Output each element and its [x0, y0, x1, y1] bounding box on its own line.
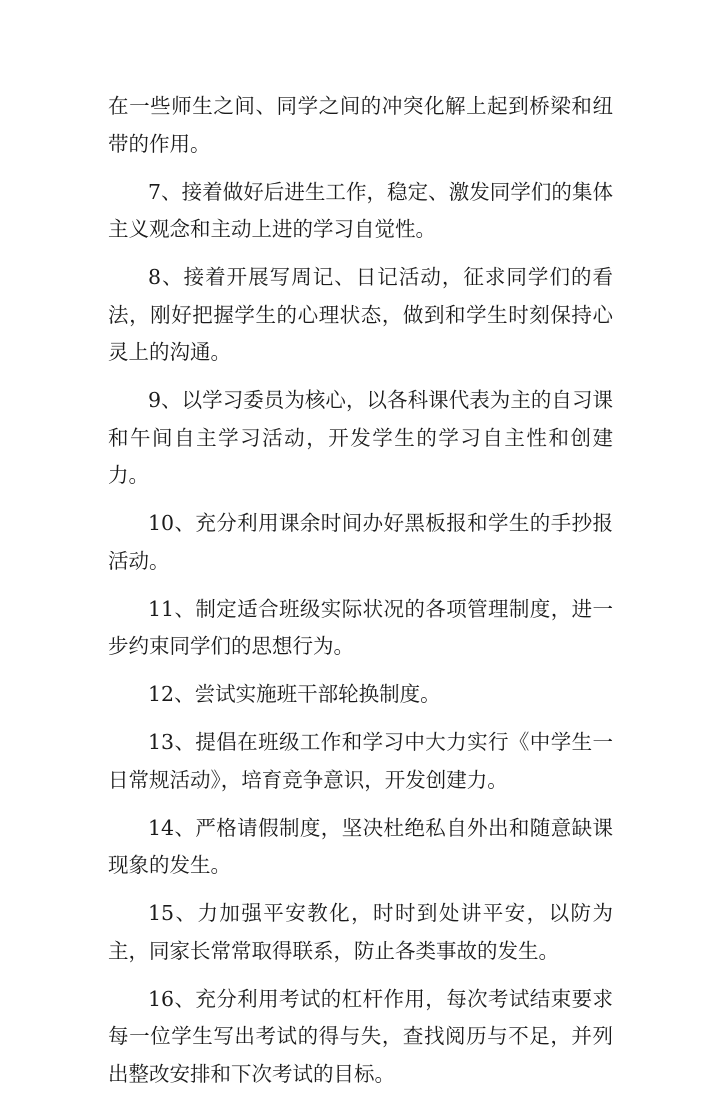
paragraph-continuation: 在一些师生之间、同学之间的冲突化解上起到桥梁和纽带的作用。 — [108, 94, 613, 156]
paragraph-item-7: 7、接着做好后进生工作，稳定、激发同学们的集体主义观念和主动上进的学习自觉性。 — [108, 179, 613, 241]
paragraph-item-10: 10、充分利用课余时间办好黑板报和学生的手抄报活动。 — [108, 511, 613, 573]
paragraph-item-11: 11、制定适合班级实际状况的各项管理制度，进一步约束同学们的思想行为。 — [108, 596, 613, 658]
paragraph-item-15: 15、力加强平安教化，时时到处讲平安，以防为主，同家长常常取得联系，防止各类事故的发生。 — [108, 901, 613, 963]
document-body — [108, 88, 613, 1104]
paragraph-item-13: 13、提倡在班级工作和学习中大力实行《中学生一日常规活动》，培育竞争意识，开发创建力。 — [108, 730, 613, 792]
paragraph-item-8: 8、接着开展写周记、日记活动，征求同学们的看法，刚好把握学生的心理状态，做到和学生时刻保持心灵上的沟通。 — [108, 265, 613, 364]
paragraph-item-9: 9、以学习委员为核心，以各科课代表为主的自习课和午间自主学习活动，开发学生的学习自主性和创建力。 — [108, 388, 613, 487]
paragraph-item-16: 16、充分利用考试的杠杆作用，每次考试结束要求每一位学生写出考试的得与失，查找阅历与不足，并列出整改安排和下次考试的目标。 — [108, 986, 613, 1086]
paragraph-item-14: 14、严格请假制度，坚决杜绝私自外出和随意缺课现象的发生。 — [108, 815, 613, 877]
paragraph-item-12: 12、尝试实施班干部轮换制度。 — [148, 682, 441, 706]
